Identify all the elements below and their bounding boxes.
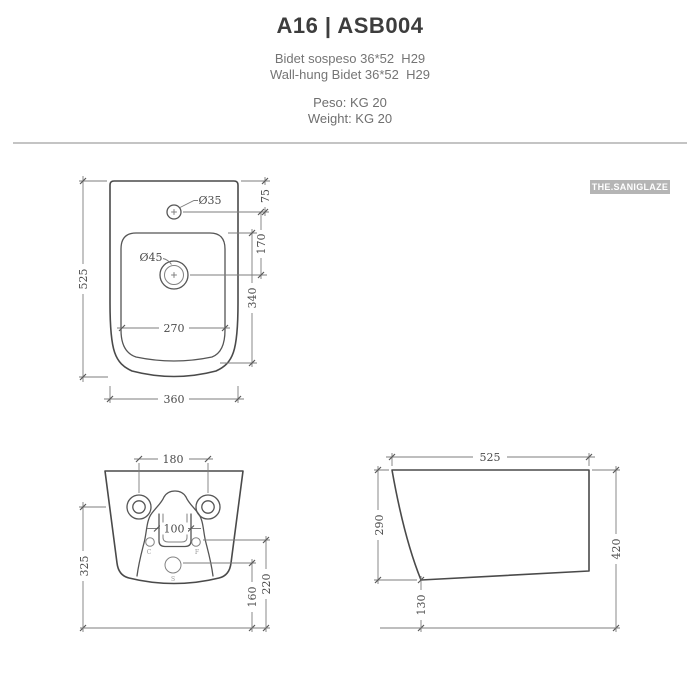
dim-inlet-height: 220 xyxy=(260,573,273,595)
dim-inlet-height-group xyxy=(260,569,273,599)
dim-drain-diameter: Ø45 xyxy=(139,251,163,264)
dim-drain-height-group xyxy=(246,582,259,612)
dim-rim-to-tap-group xyxy=(259,185,272,207)
dim-slot-width: 100 xyxy=(163,522,185,536)
dim-basin-width: 270 xyxy=(163,322,185,335)
ext-lines-rim-to-tap xyxy=(183,181,270,212)
dim-rim-to-tap: 75 xyxy=(259,189,272,203)
subtitle-english: Wall-hung Bidet 36*52 H29 xyxy=(270,67,430,82)
drain-cross xyxy=(172,273,177,278)
dim-holes-spacing: 180 xyxy=(162,453,184,466)
dim-front-height-group xyxy=(373,510,386,540)
dim-holes-height: 325 xyxy=(78,555,91,577)
dim-total-height: 420 xyxy=(610,538,623,560)
mount-hole-right-inner xyxy=(202,501,214,513)
weight-italian: Peso: KG 20 xyxy=(313,95,387,110)
label-hot: F xyxy=(194,549,200,556)
dim-plan-total-depth: 525 xyxy=(77,268,90,290)
dim-tap-to-drain-group xyxy=(255,230,268,258)
weight-english: Weight: KG 20 xyxy=(307,111,393,126)
tap-leader-line xyxy=(180,201,198,208)
dim-clearance-group xyxy=(415,590,428,620)
brand-watermark: THE.SANIGLAZE xyxy=(591,182,669,192)
dim-plan-depth-group xyxy=(77,264,91,294)
mount-hole-left-outer xyxy=(127,495,151,519)
label-drain: S xyxy=(170,576,176,583)
dim-front-height: 290 xyxy=(373,514,386,536)
page-title: A16 | ASB004 xyxy=(276,13,424,38)
inlet-hot-hole xyxy=(192,538,201,547)
side-view xyxy=(373,451,623,632)
dim-tap-to-drain: 170 xyxy=(255,233,268,255)
dim-tap-diameter: Ø35 xyxy=(198,194,222,207)
front-view xyxy=(78,453,273,632)
plan-view xyxy=(77,176,273,406)
dim-side-depth: 525 xyxy=(479,451,501,464)
tap-hole-cross xyxy=(172,210,177,215)
dim-holes-height-group xyxy=(78,551,91,581)
dim-clearance: 130 xyxy=(415,594,428,616)
technical-drawing xyxy=(0,140,700,700)
siphon-hole xyxy=(165,557,181,573)
mount-hole-left-inner xyxy=(133,501,145,513)
label-cold: C xyxy=(146,549,152,556)
side-profile xyxy=(392,470,589,580)
dim-drain-height: 160 xyxy=(246,586,259,608)
mount-hole-right-outer xyxy=(196,495,220,519)
dim-basin-length: 340 xyxy=(246,287,259,309)
dim-total-height-group xyxy=(610,534,623,564)
subtitle-italian: Bidet sospeso 36*52 H29 xyxy=(274,51,426,66)
ext-lines-holes-spacing xyxy=(139,463,208,493)
dim-basin-length-group xyxy=(246,283,259,313)
inlet-cold-hole xyxy=(146,538,155,547)
plan-inner-basin xyxy=(121,233,225,361)
dim-plan-total-width: 360 xyxy=(163,393,185,406)
